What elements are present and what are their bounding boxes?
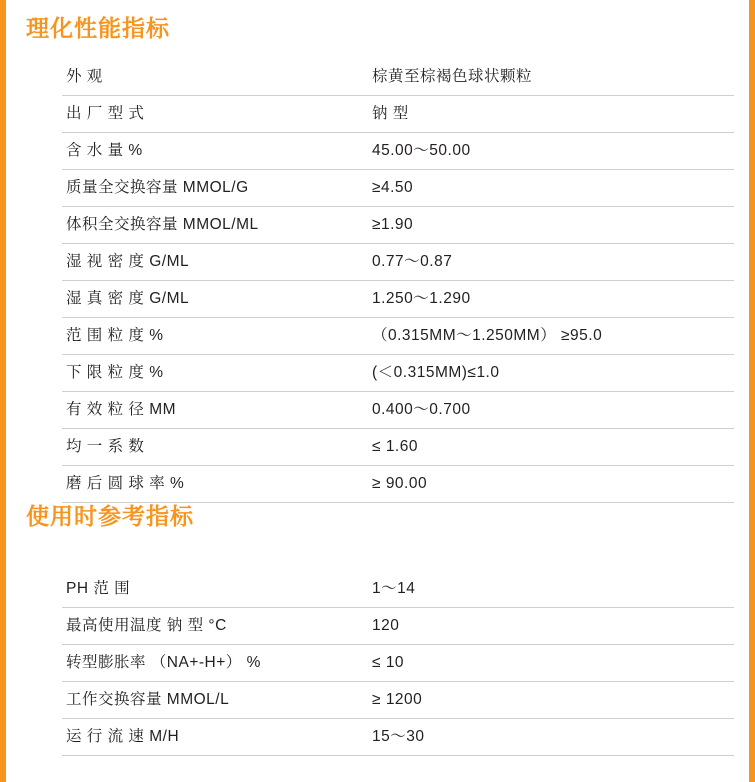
spec-label: 磨 后 圆 球 率 %	[62, 466, 368, 503]
table-row	[62, 355, 734, 392]
table-row	[62, 392, 734, 429]
table-row	[62, 133, 734, 170]
spec-value: （0.315MM～1.250MM） ≥95.0	[368, 318, 734, 355]
spec-value: ≥ 90.00	[368, 466, 734, 503]
table-row	[62, 571, 734, 608]
spec-label: 外 观	[62, 59, 368, 96]
spec-label: 范 围 粒 度 %	[62, 318, 368, 355]
section-title-physicochemical: 理化性能指标	[26, 15, 170, 41]
spec-label: 最高使用温度 钠 型 °C	[62, 608, 368, 645]
table-row	[62, 96, 734, 133]
table-row	[62, 281, 734, 318]
spec-value: 15～30	[368, 719, 734, 756]
spec-label: 均 一 系 数	[62, 429, 368, 466]
section-title-usage-reference: 使用时参考指标	[26, 503, 194, 529]
spec-label: 下 限 粒 度 %	[62, 355, 368, 392]
section-usage-reference	[0, 498, 755, 756]
spec-value: 1～14	[368, 571, 734, 608]
table-row	[62, 318, 734, 355]
table-row	[62, 170, 734, 207]
section-physicochemical	[0, 10, 755, 503]
spec-label: 体积全交换容量 MMOL/ML	[62, 207, 368, 244]
spec-table-physicochemical	[62, 59, 734, 503]
spec-label: PH 范 围	[62, 571, 368, 608]
spec-value: 45.00～50.00	[368, 133, 734, 170]
spec-value: ≥4.50	[368, 170, 734, 207]
spec-label: 出 厂 型 式	[62, 96, 368, 133]
table-row	[62, 59, 734, 96]
table-row	[62, 466, 734, 503]
spec-value: ≥ 1200	[368, 682, 734, 719]
spec-value: ≤ 10	[368, 645, 734, 682]
table-row	[62, 207, 734, 244]
spec-label: 湿 视 密 度 G/ML	[62, 244, 368, 281]
spec-label: 湿 真 密 度 G/ML	[62, 281, 368, 318]
spec-label: 运 行 流 速 M/H	[62, 719, 368, 756]
spec-value: 棕黄至棕褐色球状颗粒	[368, 59, 734, 96]
spec-value: 1.250～1.290	[368, 281, 734, 318]
spec-label: 质量全交换容量 MMOL/G	[62, 170, 368, 207]
spec-label: 转型膨胀率 （NA+-H+） %	[62, 645, 368, 682]
spec-value: 0.77～0.87	[368, 244, 734, 281]
spec-value: 120	[368, 608, 734, 645]
spec-value: ≥1.90	[368, 207, 734, 244]
table-row	[62, 608, 734, 645]
spec-label: 工作交换容量 MMOL/L	[62, 682, 368, 719]
spec-value: ≤ 1.60	[368, 429, 734, 466]
spec-label: 有 效 粒 径 MM	[62, 392, 368, 429]
table-row	[62, 719, 734, 756]
spec-value: (＜0.315MM)≤1.0	[368, 355, 734, 392]
spec-label: 含 水 量 %	[62, 133, 368, 170]
spec-value: 0.400～0.700	[368, 392, 734, 429]
table-row	[62, 244, 734, 281]
spec-table-usage-reference	[62, 571, 734, 756]
table-row	[62, 645, 734, 682]
table-row	[62, 429, 734, 466]
spec-value: 钠 型	[368, 96, 734, 133]
table-row	[62, 682, 734, 719]
